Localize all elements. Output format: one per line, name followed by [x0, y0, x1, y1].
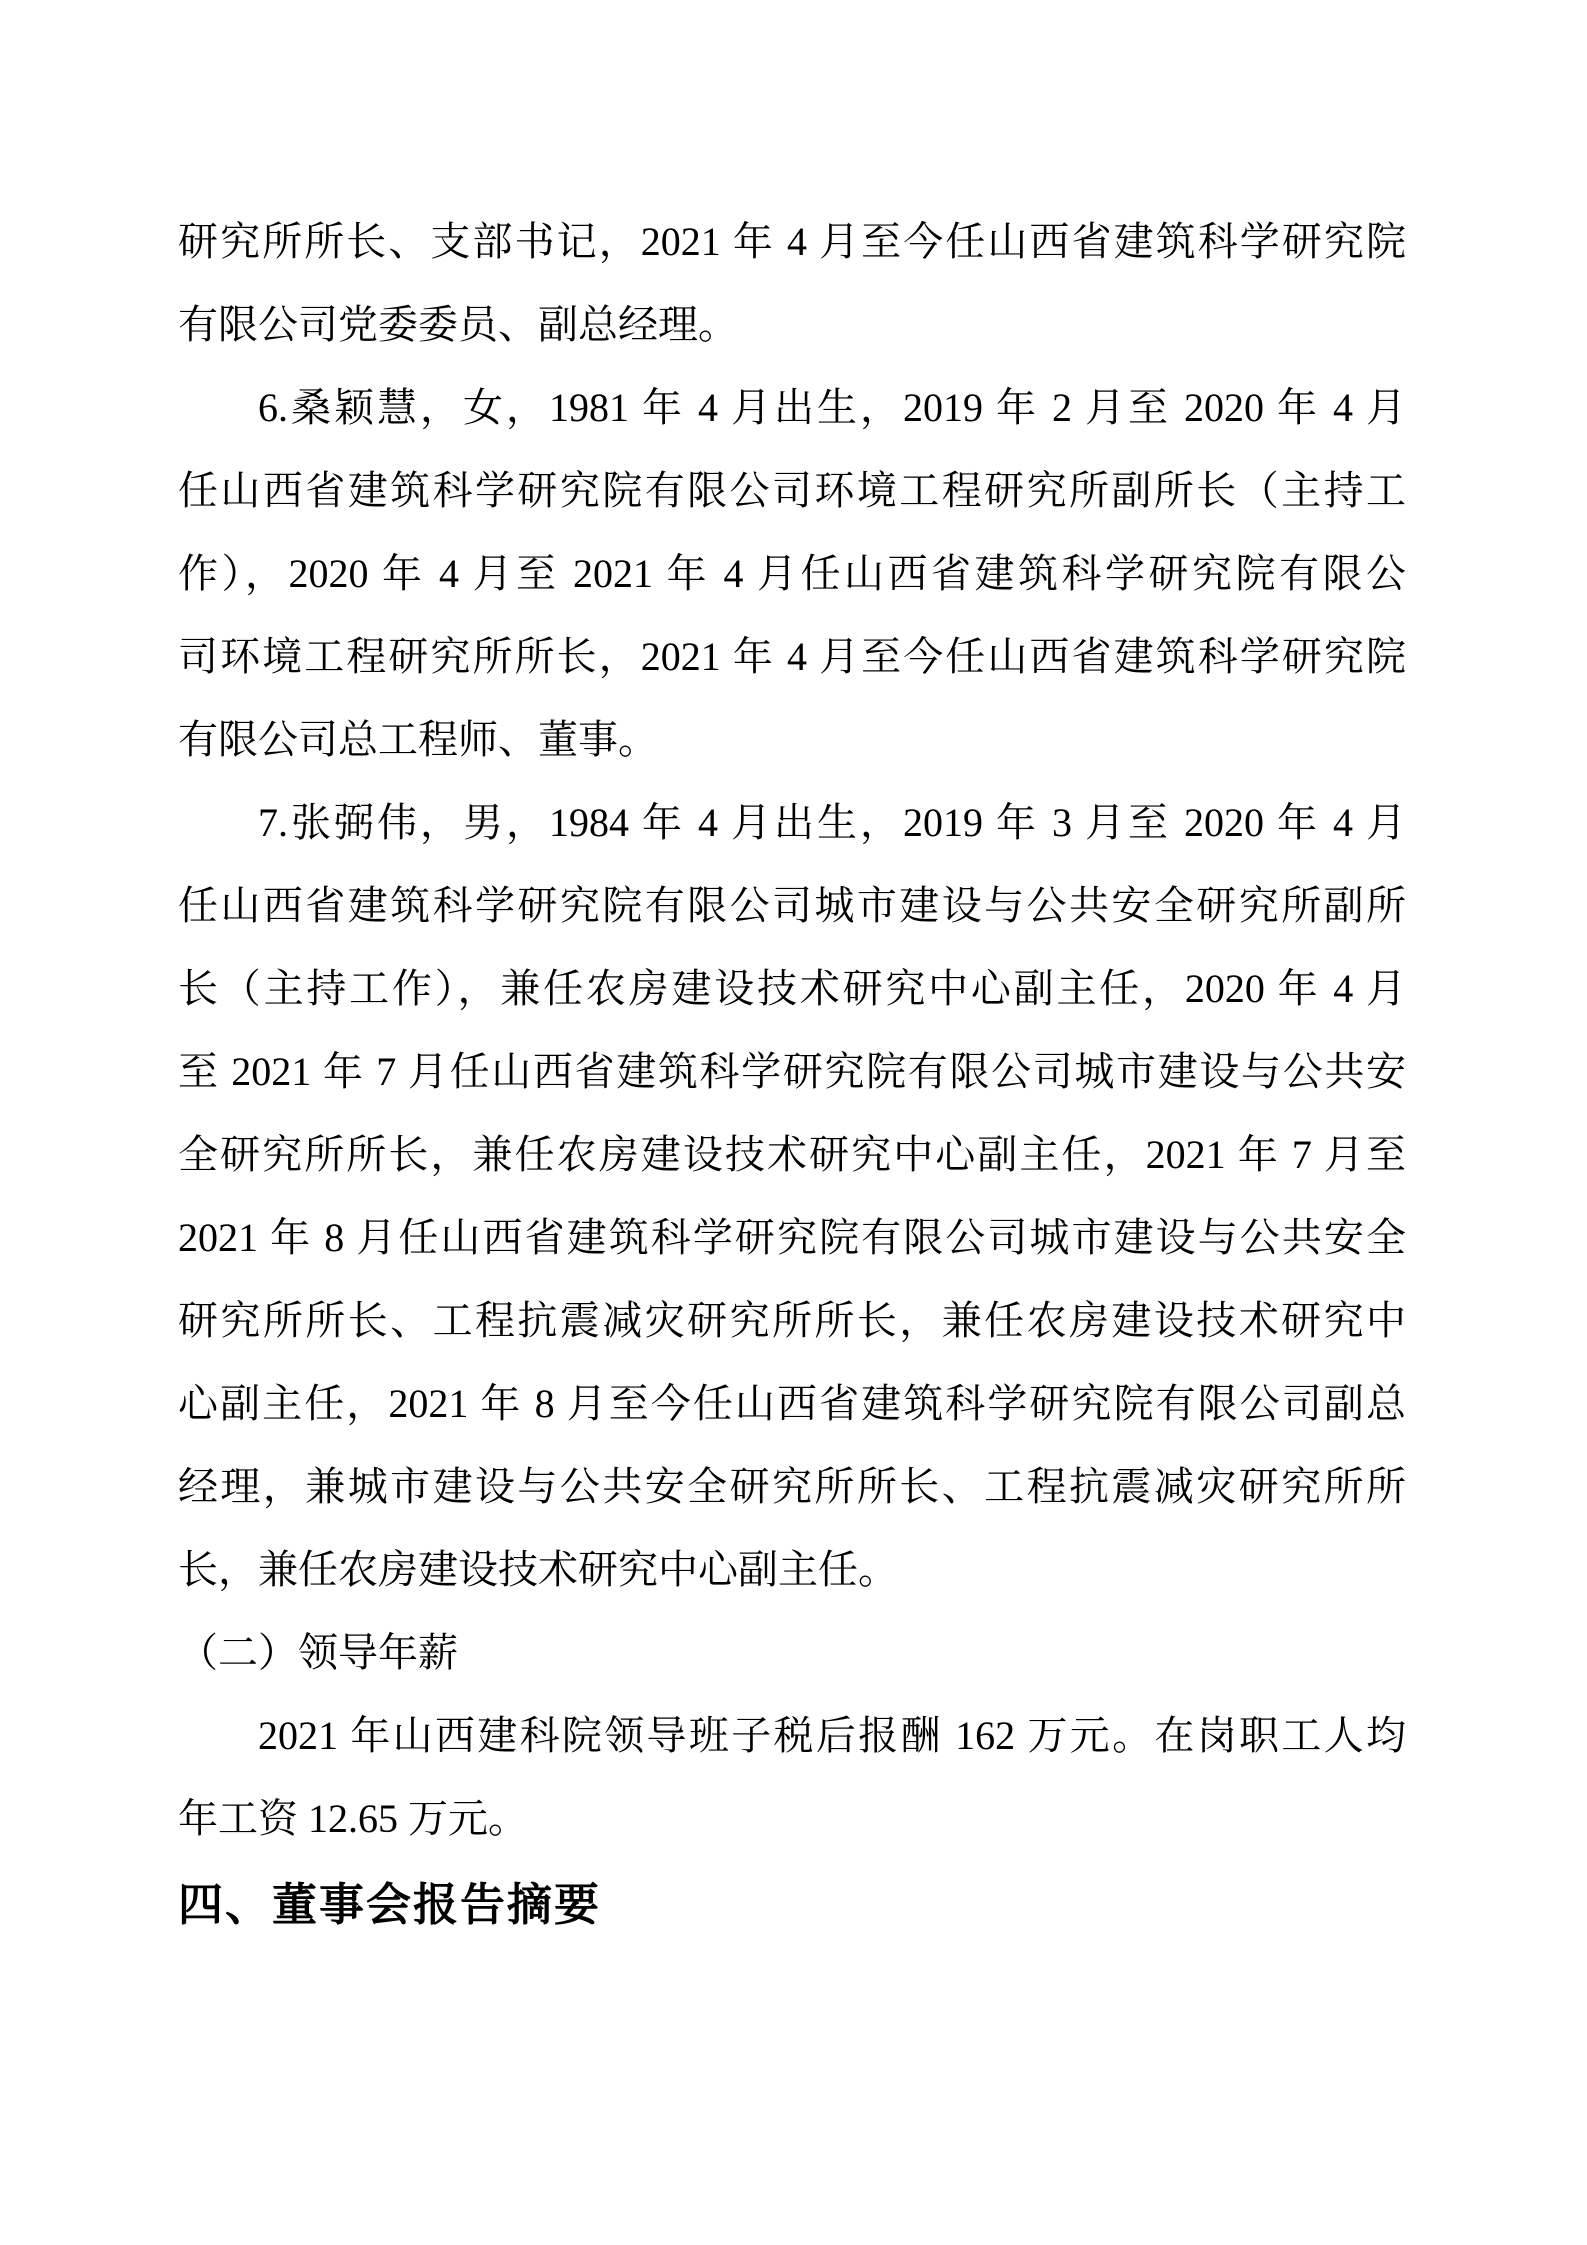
- text-line: 长，兼任农房建设技术研究中心副主任。: [178, 1547, 898, 1592]
- text-line: 司环境工程研究所所长，2021 年 4 月至今任山西省建筑科学研究院: [178, 634, 1406, 679]
- text-line: 至 2021 年 7 月任山西省建筑科学研究院有限公司城市建设与公共安: [178, 1049, 1406, 1094]
- text-line: 作），2020 年 4 月至 2021 年 4 月任山西省建筑科学研究院有限公: [178, 551, 1406, 596]
- text-line: 经理，兼城市建设与公共安全研究所所长、工程抗震减灾研究所所: [178, 1464, 1406, 1509]
- text-line: 6.桑颖慧，女，1981 年 4 月出生，2019 年 2 月至 2020 年 4 月: [258, 385, 1406, 430]
- text-line: 2021 年 8 月任山西省建筑科学研究院有限公司城市建设与公共安全: [178, 1215, 1406, 1260]
- section-heading: 四、董事会报告摘要: [178, 1879, 602, 1930]
- text-line: 研究所所长、工程抗震减灾研究所所长，兼任农房建设技术研究中: [178, 1298, 1406, 1343]
- text-line: 研究所所长、支部书记，2021 年 4 月至今任山西省建筑科学研究院: [178, 219, 1406, 264]
- text-line: 长（主持工作），兼任农房建设技术研究中心副主任，2020 年 4 月: [178, 966, 1406, 1011]
- text-line: 任山西省建筑科学研究院有限公司城市建设与公共安全研究所副所: [178, 883, 1406, 928]
- document-text-block: [178, 200, 1406, 1950]
- text-line: 有限公司总工程师、董事。: [178, 717, 658, 762]
- text-line: 有限公司党委委员、副总经理。: [178, 302, 738, 347]
- subsection-title: （二）领导年薪: [178, 1630, 458, 1675]
- text-line: 任山西省建筑科学研究院有限公司环境工程研究所副所长（主持工: [178, 468, 1406, 513]
- text-line: 年工资 12.65 万元。: [178, 1796, 528, 1841]
- text-line: 7.张弼伟，男，1984 年 4 月出生，2019 年 3 月至 2020 年 4 月: [258, 800, 1406, 845]
- text-line: 全研究所所长，兼任农房建设技术研究中心副主任，2021 年 7 月至: [178, 1132, 1406, 1177]
- text-line: 2021 年山西建科院领导班子税后报酬 162 万元。在岗职工人均: [258, 1713, 1406, 1758]
- text-line: 心副主任，2021 年 8 月至今任山西省建筑科学研究院有限公司副总: [178, 1381, 1406, 1426]
